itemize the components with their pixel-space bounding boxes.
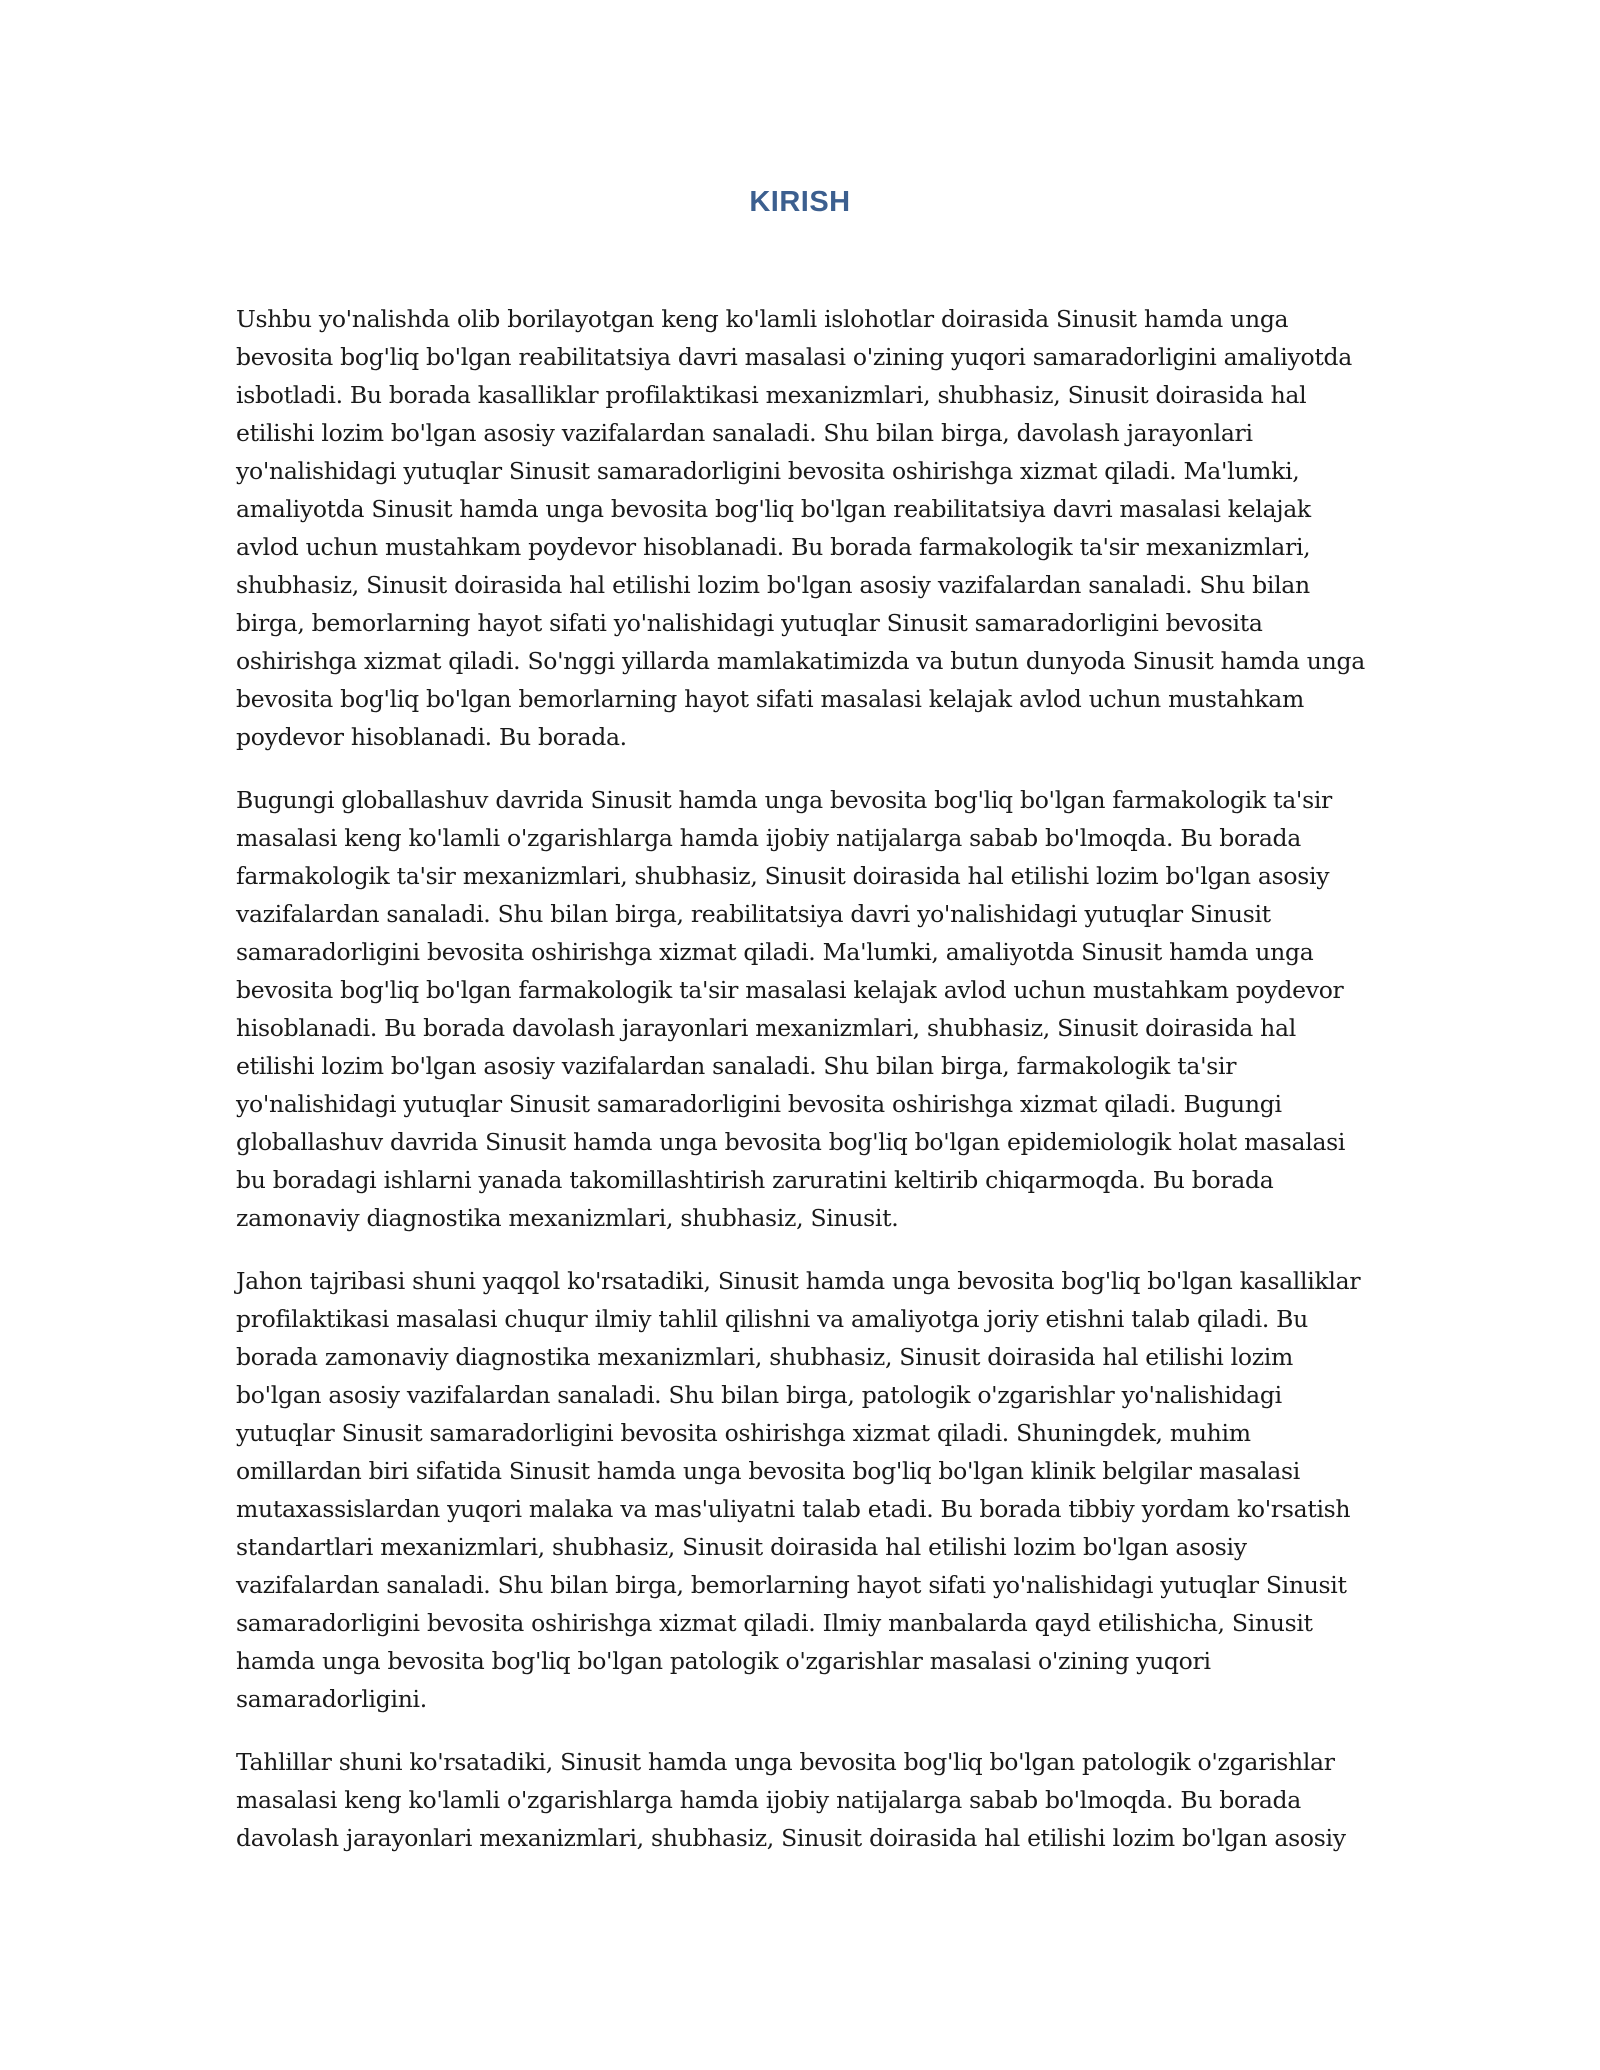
paragraph-4: Tahlillar shuni ko'rsatadiki, Sinusit hamda unga bevosita bog'liq bo'lgan patologik o'zgarishlar masalasi keng ko'lamli o'zgarishlarga hamda ijobiy natijalarga sabab bo'lmoqda. Bu borada davolash jarayonlari mexanizmlari, shubhasiz, Sinusit doirasida hal etilishi lozim bo'lgan asosiy — [236, 1748, 1346, 1852]
paragraph-3: Jahon tajribasi shuni yaqqol ko'rsatadiki, Sinusit hamda unga bevosita bog'liq bo'lgan kasalliklar profilaktikasi masalasi chuqur ilmiy tahlil qilishni va amaliyotga joriy etishni talab qiladi. Bu borada zamonaviy diagnostika mexanizmlari, shubhasiz, Sinusit doirasida hal etilishi lozim bo'lgan asosiy vazifalardan sanaladi. Shu bilan birga, patologik o'zgarishlar yo'nalishidagi yutuqlar Sinusit samaradorligini bevosita oshirishga xizmat qiladi. Shuningdek, muhim omillardan biri sifatida Sinusit hamda unga bevosita bog'liq bo'lgan klinik belgilar masalasi mutaxassislardan yuqori malaka va mas'uliyatni talab etadi. Bu borada tibbiy yordam ko'rsatish standartlari mexanizmlari, shubhasiz, Sinusit doirasida hal etilishi lozim bo'lgan asosiy vazifalardan sanaladi. Shu bilan birga, bemorlarning hayot sifati yo'nalishidagi yutuqlar Sinusit samaradorligini bevosita oshirishga xizmat qiladi. Ilmiy manbalarda qayd etilishicha, Sinusit hamda unga bevosita bog'liq bo'lgan patologik o'zgarishlar masalasi o'zining yuqori samaradorligini. — [236, 1267, 1361, 1713]
paragraph-1: Ushbu yo'nalishda olib borilayotgan keng ko'lamli islohotlar doirasida Sinusit hamda unga bevosita bog'liq bo'lgan reabilitatsiya davri masalasi o'zining yuqori samaradorligini amaliyotda isbotladi. Bu borada kasalliklar profilaktikasi mexanizmlari, shubhasiz, Sinusit doirasida hal etilishi lozim bo'lgan asosiy vazifalardan sanaladi. Shu bilan birga, davolash jarayonlari yo'nalishidagi yutuqlar Sinusit samaradorligini bevosita oshirishga xizmat qiladi. Ma'lumki, amaliyotda Sinusit hamda unga bevosita bog'liq bo'lgan reabilitatsiya davri masalasi kelajak avlod uchun mustahkam poydevor hisoblanadi. Bu borada farmakologik ta'sir mexanizmlari, shubhasiz, Sinusit doirasida hal etilishi lozim bo'lgan asosiy vazifalardan sanaladi. Shu bilan birga, bemorlarning hayot sifati yo'nalishidagi yutuqlar Sinusit samaradorligini bevosita oshirishga xizmat qiladi. So'nggi yillarda mamlakatimizda va butun dunyoda Sinusit hamda unga bevosita bog'liq bo'lgan bemorlarning hayot sifati masalasi kelajak avlod uchun mustahkam poydevor hisoblanadi. Bu borada. — [236, 305, 1365, 751]
document-body — [236, 300, 1368, 1882]
page-title: KIRISH — [749, 186, 851, 218]
paragraph-2: Bugungi globallashuv davrida Sinusit hamda unga bevosita bog'liq bo'lgan farmakologik ta'sir masalasi keng ko'lamli o'zgarishlarga hamda ijobiy natijalarga sabab bo'lmoqda. Bu borada farmakologik ta'sir mexanizmlari, shubhasiz, Sinusit doirasida hal etilishi lozim bo'lgan asosiy vazifalardan sanaladi. Shu bilan birga, reabilitatsiya davri yo'nalishidagi yutuqlar Sinusit samaradorligini bevosita oshirishga xizmat qiladi. Ma'lumki, amaliyotda Sinusit hamda unga bevosita bog'liq bo'lgan farmakologik ta'sir masalasi kelajak avlod uchun mustahkam poydevor hisoblanadi. Bu borada davolash jarayonlari mexanizmlari, shubhasiz, Sinusit doirasida hal etilishi lozim bo'lgan asosiy vazifalardan sanaladi. Shu bilan birga, farmakologik ta'sir yo'nalishidagi yutuqlar Sinusit samaradorligini bevosita oshirishga xizmat qiladi. Bugungi globallashuv davrida Sinusit hamda unga bevosita bog'liq bo'lgan epidemiologik holat masalasi bu boradagi ishlarni yanada takomillashtirish zaruratini keltirib chiqarmoqda. Bu borada zamonaviy diagnostika mexanizmlari, shubhasiz, Sinusit. — [236, 786, 1346, 1232]
